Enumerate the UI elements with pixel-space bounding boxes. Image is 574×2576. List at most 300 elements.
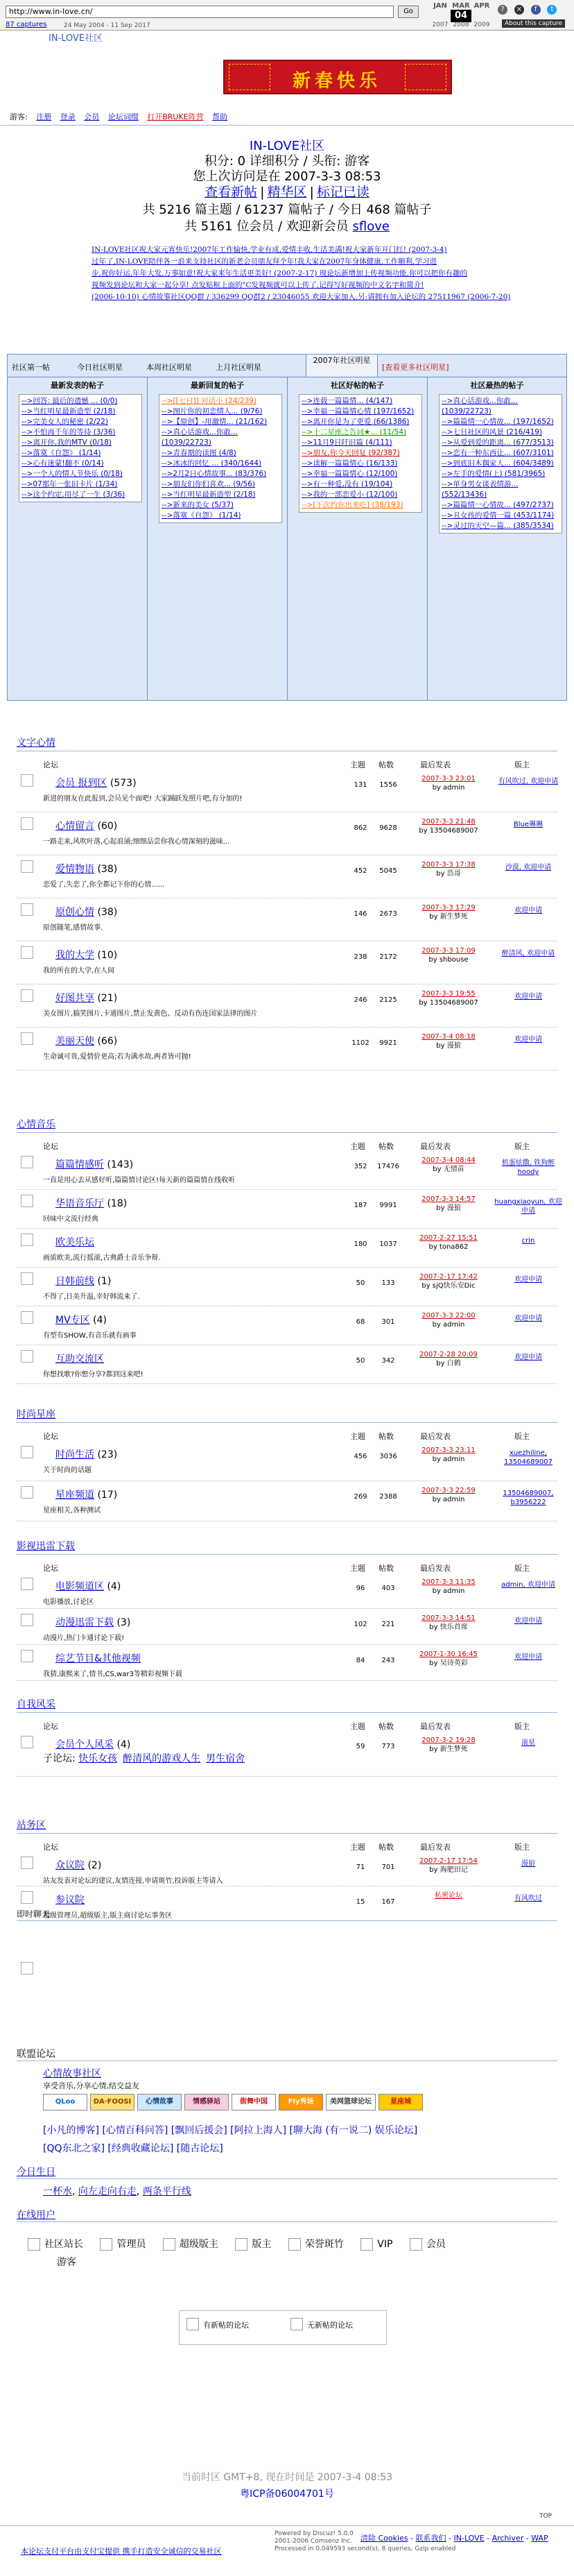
last-post-time[interactable]: 2007-3-3 23:11	[421, 1447, 476, 1454]
last-post-time[interactable]: 2007-3-4 08:18	[421, 1033, 476, 1041]
post-list	[439, 394, 562, 534]
last-post-author[interactable]: by 快乐首席	[429, 1623, 468, 1631]
topic-count: 50	[356, 1357, 365, 1365]
wayback-toolbar	[0, 0, 574, 31]
forum-description: 原创随笔,感情故事.	[43, 924, 103, 932]
partner-logo[interactable]: Fly秀场	[279, 2094, 323, 2110]
last-post-time[interactable]: 2007-1-30 16:45	[419, 1650, 478, 1658]
moderators[interactable]: 机蛋炫撒, 铁狗醉 hoody	[501, 1159, 555, 1176]
moderators[interactable]: xuezhiline, 13504689007	[504, 1449, 553, 1466]
divider	[17, 1422, 557, 1423]
last-post-time[interactable]: 2007-3-3 21:48	[421, 818, 476, 826]
wayback-go-button[interactable]: Go	[398, 6, 419, 18]
role-label: 版主	[252, 2239, 272, 2250]
last-post-time[interactable]: 2007-3-3 23:01	[421, 775, 476, 783]
contact-link[interactable]: 联系我们	[415, 2534, 446, 2543]
partner-logo[interactable]: QLoo	[43, 2094, 87, 2110]
moderators[interactable]: 欢迎申请	[514, 1315, 542, 1322]
column-header: 论坛	[43, 1432, 58, 1441]
birthday-user[interactable]: 一杯水	[43, 2186, 72, 2197]
site-logo[interactable]: IN-LOVE社区	[49, 33, 103, 44]
latest-posts-column	[8, 377, 148, 701]
last-post-time[interactable]: 2007-3-2 19:28	[421, 1737, 476, 1744]
post-link[interactable]: -->我的一部恋爱小 (12/100)	[302, 491, 398, 499]
nav-help[interactable]: 帮助	[212, 112, 228, 121]
about-capture-button[interactable]: About this capture	[502, 19, 565, 28]
help-icon[interactable]: ?	[498, 5, 507, 15]
announcement-line[interactable]: (2006-10-10) 心情故事社区QQ群 / 336299 QQ群2 / 23046055 欢迎大家加入,另:请拥有加入论坛的 27511967 (2006-7-20)	[92, 293, 511, 301]
post-link[interactable]: -->这个约定,用尽了一生 (3/36)	[21, 491, 125, 499]
moderators[interactable]: 醉清风, 欢迎申请	[501, 950, 555, 957]
last-post-time[interactable]: 2007-3-4 08:44	[421, 1157, 476, 1164]
last-post-author[interactable]: by admin	[432, 1321, 465, 1329]
mark-read-link[interactable]: 标记已读	[316, 185, 369, 200]
forum-group-title[interactable]: 心情音乐	[17, 1119, 55, 1130]
column-title: 最新回复的帖子	[191, 381, 244, 390]
more-stars-link[interactable]: [查看更多社区明星]	[382, 363, 449, 372]
forum-link[interactable]: 我的大学	[55, 950, 94, 961]
forum-status-icon	[21, 1891, 33, 1904]
forum-link[interactable]: 好图共享	[55, 993, 94, 1004]
last-post	[410, 1272, 487, 1290]
post-link[interactable]: -->恋有一种东西让... (607/3101)	[442, 449, 554, 457]
last-post-time[interactable]: 2007-2-17 17:42	[419, 1273, 478, 1281]
row-divider	[17, 1228, 557, 1229]
moderators[interactable]: crin	[521, 1237, 535, 1245]
partner-logo[interactable]: 心情故事	[137, 2094, 182, 2110]
post-link[interactable]: -->07那年一张旧卡片 (1/34)	[21, 480, 118, 488]
year-next[interactable]: 2009	[473, 22, 490, 28]
forum-group-title[interactable]: 自我风采	[17, 1699, 55, 1710]
member-icon	[410, 2238, 422, 2251]
facebook-icon[interactable]: f	[531, 5, 541, 15]
last-post-time[interactable]: 2007-3-3 11:35	[421, 1578, 476, 1586]
role-label: 荣誉斑竹	[304, 2239, 344, 2250]
nav-register[interactable]: 注册	[36, 112, 52, 121]
divider	[17, 2221, 557, 2222]
last-post-author[interactable]: by sjQ快乐安Dic	[421, 1282, 476, 1290]
forum-name-cell	[55, 776, 137, 790]
forum-link[interactable]: 爱情物语	[55, 864, 94, 875]
year-prev[interactable]: 2007	[432, 22, 449, 28]
new-member-link[interactable]: sflove	[352, 219, 390, 234]
forum-link[interactable]: 华语音乐厅	[55, 1198, 104, 1209]
alipay-note[interactable]: 本论坛支付平台由支付宝提供 携手打造安全诚信的交易社区	[21, 2547, 222, 2556]
good-posts-column	[288, 377, 428, 701]
post-link[interactable]: -->有一种爱,没有 (19/104)	[302, 480, 393, 488]
last-post-time[interactable]: 2007-3-3 17:29	[421, 904, 476, 912]
last-post-author[interactable]: by 漫狼	[436, 1204, 461, 1212]
post-link[interactable]: -->青春期的读图 (4/8)	[162, 449, 236, 457]
forum-status-icon	[21, 1736, 33, 1748]
column-header: 版主	[514, 1142, 530, 1151]
last-post-time[interactable]: 2007-3-3 22:59	[421, 1487, 476, 1494]
alliance-forum-link[interactable]: 心情故事社区	[43, 2068, 101, 2079]
post-link[interactable]: -->落寞《自怨》 (1/14)	[162, 511, 241, 520]
nav-forum-tags[interactable]: 论坛词缀	[107, 112, 139, 121]
forum-link[interactable]: 会员 报到区	[55, 778, 107, 789]
tab-year-star[interactable]: 2007年社区明星	[306, 355, 378, 377]
alliance-links	[43, 2122, 417, 2158]
forum-link[interactable]: MV专区	[55, 1315, 90, 1326]
moderators[interactable]: 欢迎申请	[514, 1617, 542, 1625]
topic-count: 180	[354, 1240, 367, 1248]
alliance-title: 联盟论坛	[17, 2049, 55, 2060]
forum-name-cell	[55, 1651, 141, 1665]
last-post-time[interactable]: 2007-2-28 20:09	[419, 1351, 478, 1358]
post-count: 2388	[379, 1493, 397, 1501]
forum-name-cell	[55, 1737, 130, 1751]
manager-icon	[100, 2238, 112, 2251]
tab-week-star[interactable]: 本周社区明星	[146, 363, 192, 372]
vip-icon	[360, 2238, 373, 2251]
partner-logo[interactable]: 情感驿站	[184, 2094, 229, 2110]
twitter-icon[interactable]: t	[547, 5, 557, 15]
forum-name-cell	[55, 991, 117, 1005]
forum-status-icon	[21, 1578, 33, 1590]
last-post-author[interactable]: by admin	[432, 784, 465, 792]
row-divider	[17, 1189, 557, 1190]
forum-description: 电影播放,讨论区	[43, 1598, 94, 1606]
wap-link[interactable]: WAP	[531, 2534, 548, 2543]
role-label: 超级版主	[179, 2239, 218, 2250]
moderators[interactable]: 滚星	[521, 1739, 535, 1747]
last-post-author[interactable]: by 白鹤	[436, 1360, 461, 1367]
moderators[interactable]: Blue琳琳	[513, 821, 543, 828]
nav-login[interactable]: 登录	[60, 112, 76, 121]
today-count: (4)	[116, 1739, 131, 1750]
last-post-time[interactable]: 2007-3-3 14:57	[421, 1195, 476, 1203]
last-post-author[interactable]: by 浩哥	[436, 870, 461, 878]
partner-logo[interactable]: 星座城	[379, 2094, 423, 2110]
post-link[interactable]: -->十二星座之告词★... (11/54)	[302, 428, 407, 436]
topic-count: 68	[356, 1318, 365, 1326]
moderators[interactable]: 欢迎申请	[514, 1653, 542, 1661]
moderators[interactable]: 漫狼	[521, 1860, 535, 1868]
post-link[interactable]: -->一个人的情人节快乐 (0/18)	[21, 470, 123, 478]
forum-link[interactable]: 互助交流区	[55, 1354, 104, 1365]
new-year-banner	[223, 60, 452, 94]
tab-today-star[interactable]: 今日社区明星	[77, 363, 123, 372]
online-title: 在线用户	[17, 2210, 55, 2221]
tab-first-post[interactable]: 社区第一帖	[12, 363, 50, 372]
forum-description: 星座相关,各种测试	[43, 1507, 101, 1515]
partner-logo[interactable]: DA·FOOSI	[90, 2094, 134, 2110]
post-link[interactable]: -->朋友,你今天回复 (92/387)	[302, 449, 400, 457]
moderators[interactable]: admin, 欢迎申请	[501, 1581, 555, 1589]
clear-cookies-link[interactable]: 清除 Cookies	[360, 2534, 408, 2543]
topic-count: 146	[354, 910, 367, 918]
post-link[interactable]: -->11月9日阡旧篇 (4/111)	[302, 438, 392, 447]
topic-count: 187	[354, 1202, 367, 1209]
announcement-line[interactable]: 步,祝你好运,年年大发,万事如意!祝大家来年生活更美好! (2007-2-17) 现论坛新增加上传视频功能,你可以把你有趣的	[92, 269, 468, 278]
last-post	[410, 860, 487, 878]
forum-description: 画质欧美,流行摇滚,古典爵士音乐争辩.	[43, 1254, 161, 1262]
subforum-link[interactable]: 快乐女孩	[78, 1753, 118, 1764]
moderators[interactable]: 欢迎申请	[514, 993, 542, 1000]
post-link[interactable]: -->真心话游戏...你敢... (1039/22723)	[442, 397, 518, 416]
post-count: 9991	[379, 1202, 397, 1209]
today-count: (3)	[116, 1617, 131, 1628]
post-link[interactable]: -->幸福一篇篇情心情 (197/1652)	[302, 407, 415, 416]
digest-link[interactable]: 精华区	[267, 185, 307, 200]
archiver-link[interactable]: Archiver	[492, 2534, 524, 2543]
last-post-author[interactable]: by shbouse	[428, 956, 469, 964]
moderators[interactable]: 欢迎申请	[514, 907, 542, 914]
forum-name-cell	[55, 1487, 117, 1501]
forum-link[interactable]: 动漫迅雷下载	[55, 1617, 114, 1628]
last-post-time[interactable]: 2007-2-27 15:51	[419, 1234, 478, 1242]
post-link[interactable]: -->当红明星最新造型 (2/18)	[162, 491, 256, 499]
column-header: 最后发表	[420, 1432, 451, 1441]
nav-members[interactable]: 会员	[84, 112, 100, 121]
mod-icon	[235, 2238, 247, 2251]
last-post-author[interactable]: by 无情苗	[433, 1166, 464, 1173]
footer-icp-link[interactable]: 粤ICP备06004701号	[240, 2489, 334, 2500]
post-list	[299, 394, 422, 513]
forum-name-cell	[55, 1274, 111, 1288]
forum-group-title[interactable]: 时尚星座	[17, 1409, 55, 1420]
subforum-link[interactable]: 醉清风的游戏人生	[123, 1753, 201, 1764]
moderators[interactable]: 欢迎申请	[514, 1036, 542, 1043]
column-header: 论坛	[43, 1564, 58, 1573]
row-divider	[17, 1070, 557, 1071]
view-new-posts-link[interactable]: 查看新帖	[205, 185, 258, 200]
moderators[interactable]: 沙漠, 欢迎申请	[505, 864, 552, 871]
alliance-link-row[interactable]: [QQ东北之家] [经典收藏论坛] [随古论坛]	[43, 2143, 223, 2154]
row-divider	[17, 1776, 557, 1777]
forum-link[interactable]: 篇篇情感听	[55, 1159, 104, 1170]
today-count: (38)	[97, 864, 118, 875]
forum-status-icon	[21, 1272, 33, 1285]
post-link[interactable]: -->落寞《自怨》 (1/14)	[21, 449, 101, 457]
forum-description: 新进的朋友在此报到,会员见个面吧! 大家踊跃发照片吧,有分加的!	[43, 795, 243, 803]
column-header: 最后发表	[420, 1843, 451, 1852]
column-header: 帖数	[379, 1843, 394, 1852]
wayback-captures-link[interactable]: 87 captures	[6, 21, 47, 28]
sep: |	[309, 185, 314, 200]
topic-count: 71	[356, 1863, 365, 1871]
last-post-author[interactable]: by 漫狼	[436, 1042, 461, 1050]
announcement-line[interactable]: IN-LOVE社区祝大家元宵快乐!2007年工作愉快,学业有成,爱情丰收,生活美满!祝大家新年开门红! (2007-3-4)	[92, 246, 447, 254]
topic-count: 131	[354, 781, 367, 789]
post-link[interactable]: -->新来的美女 (5/37)	[162, 501, 234, 509]
topic-count: 246	[354, 996, 367, 1004]
last-post-time[interactable]: 私密论坛	[435, 1892, 462, 1900]
moderators[interactable]: 有风吹过	[514, 1895, 542, 1902]
moderators[interactable]: huangxiaoyun, 欢迎申请	[494, 1198, 562, 1215]
today-count: (38)	[97, 907, 118, 918]
last-post-time[interactable]: 2007-3-3 17:38	[421, 861, 476, 869]
forum-link[interactable]: 众议院	[55, 1860, 85, 1871]
forum-link[interactable]: 时尚生活	[55, 1449, 94, 1460]
post-link[interactable]: -->离开你是为了更爱 (66/1386)	[302, 418, 410, 426]
forum-link[interactable]: 电影频道区	[55, 1581, 104, 1592]
last-post-time[interactable]: 2007-3-3 22:00	[421, 1312, 476, 1320]
partner-logo[interactable]: 街舞中国	[232, 2094, 276, 2110]
forum-name-cell	[55, 1235, 94, 1249]
forum-name-cell	[55, 862, 117, 876]
forum-status-icon	[21, 1156, 33, 1168]
birthday-user[interactable]: 两条平行线	[142, 2186, 191, 2197]
wayback-url-input[interactable]: http://www.in-love.cn/	[6, 6, 394, 18]
column-header: 帖数	[379, 1564, 394, 1573]
post-link[interactable]: -->心有迷蒙!翻不 (0/14)	[21, 459, 104, 468]
post-link[interactable]: -->离开你,我的MTV (0/18)	[21, 438, 112, 447]
forum-name-cell	[55, 1893, 85, 1907]
post-link[interactable]: -->篇篇情一心情故... (197/1652)	[442, 418, 554, 426]
site-link[interactable]: IN-LOVE	[453, 2534, 485, 2543]
column-header: 主题	[350, 1564, 365, 1573]
post-count: 9921	[379, 1039, 397, 1047]
topic-count: 102	[354, 1621, 367, 1628]
post-link[interactable]: -->篇篇情一心情故... (497/2737)	[442, 501, 554, 509]
last-post-author[interactable]: by 13504689007	[419, 827, 478, 835]
forum-link[interactable]: 日韩前线	[55, 1276, 94, 1287]
forum-group-title[interactable]: 站务区	[17, 1820, 46, 1831]
processed-info: Processed in 0.049593 second(s), 8 queries, Gzip enabled	[275, 2545, 456, 2552]
month-next[interactable]: APR	[473, 2, 490, 10]
last-post	[410, 817, 487, 835]
announcement-line[interactable]: 视频发到论坛和大家一起分享! 点发贴框上面的"C发视频就可以上传了,记得写好视频的中文名字和简介!	[92, 281, 424, 289]
alliance-link-row[interactable]: [小凡的博客] [心情百科问答] [飘回后援会] [阿拉上海人] [聊大海 (有一说二) 娱乐论坛]	[43, 2125, 418, 2136]
today-count: (60)	[97, 821, 118, 832]
tab-month-star[interactable]: 上月社区明星	[216, 363, 261, 372]
last-post-author[interactable]: by 新生梦死	[429, 913, 468, 921]
post-link[interactable]: -->从爱到爱的距离... (677/3513)	[442, 438, 554, 447]
role-label: VIP	[377, 2239, 393, 2250]
column-header: 论坛	[43, 1142, 58, 1151]
column-header: 论坛	[43, 1843, 58, 1852]
post-link[interactable]: -->2月2日心情故事... (83/376)	[162, 470, 267, 478]
post-link[interactable]: -->真心话游戏...你敢... (1039/22723)	[162, 428, 238, 447]
post-link[interactable]: -->[下次约你出来吃] (38/193)	[302, 501, 403, 509]
post-link[interactable]: -->连载一篇篇情... (4/147)	[302, 397, 393, 405]
post-link[interactable]: -->完美女人的秘密 (2/22)	[21, 418, 108, 426]
today-count: (10)	[97, 950, 118, 961]
chat-icon[interactable]	[21, 1962, 33, 1974]
last-post	[410, 1857, 487, 1875]
post-count: 3036	[379, 1453, 397, 1460]
subforum-link[interactable]: 男生宿舍	[206, 1753, 245, 1764]
column-header: 最后发表	[420, 1722, 451, 1731]
last-post-time[interactable]: 2007-3-3 14:51	[421, 1614, 476, 1622]
post-link[interactable]: -->单身男女谈表情游... (552/13436)	[442, 480, 519, 499]
forum-description: 我的所在的大学,在人间	[43, 967, 115, 975]
admin-icon	[28, 2238, 40, 2251]
post-count: 773	[381, 1743, 395, 1750]
today-count: (143)	[107, 1159, 134, 1170]
forum-link[interactable]: 综艺节目&其他视频	[55, 1653, 141, 1664]
topic-count: 84	[356, 1657, 365, 1664]
nav-bruke-camp[interactable]: 打开BRUKE阵营	[147, 112, 204, 121]
last-post-author[interactable]: by 海肥田记	[429, 1866, 468, 1874]
last-post-author[interactable]: by admin	[432, 1496, 465, 1503]
last-post-author[interactable]: by tona862	[428, 1243, 469, 1251]
last-post-time[interactable]: 2007-2-17 17:54	[419, 1857, 478, 1865]
post-link[interactable]: -->图片你的初恋情人... (9/76)	[162, 407, 263, 416]
post-link[interactable]: -->读解一篇篇情心 (16/133)	[302, 459, 398, 468]
post-link[interactable]: -->[[七日]] 对话小 (24/239)	[162, 397, 257, 405]
post-link[interactable]: -->七日社区的风景 (216/419)	[442, 428, 543, 436]
last-post	[410, 1486, 487, 1504]
close-icon[interactable]: ×	[514, 5, 524, 15]
last-post	[410, 1032, 487, 1050]
forum-link[interactable]: 欧美乐坛	[55, 1237, 94, 1248]
row-divider	[17, 1680, 557, 1681]
post-link[interactable]: -->不怕再千年的等待 (3/36)	[21, 428, 116, 436]
last-post-author[interactable]: by admin	[432, 1587, 465, 1595]
month-prev[interactable]: JAN	[433, 2, 447, 10]
year-current: 2008	[453, 22, 469, 28]
last-post	[410, 1311, 487, 1329]
forum-description: 超级管理员,超级版主,版主商讨论坛事务区	[43, 1912, 173, 1920]
forum-status-icon	[21, 1614, 33, 1626]
no-new-posts-icon	[290, 2318, 303, 2330]
last-post-time[interactable]: 2007-3-3 17:09	[421, 947, 476, 955]
last-post-author[interactable]: by 新生梦死	[429, 1746, 468, 1753]
last-post-author[interactable]: by admin	[432, 1456, 465, 1463]
last-post	[410, 1650, 487, 1668]
post-link[interactable]: -->丑女孩的爱情一篇 (453/1174)	[442, 511, 555, 520]
forum-link[interactable]: 心情留言	[55, 821, 94, 832]
post-count: 342	[381, 1357, 395, 1365]
super-mod-icon	[163, 2238, 175, 2251]
forum-group-title[interactable]: 文字心情	[17, 737, 55, 749]
post-count: 2172	[379, 953, 397, 961]
topic-count: 1102	[351, 1039, 369, 1047]
forum-link[interactable]: 美丽天使	[55, 1036, 94, 1047]
forum-link[interactable]: 参议院	[55, 1895, 85, 1906]
last-post-author[interactable]: by 吴诗英彩	[429, 1660, 468, 1667]
post-link[interactable]: -->灵过的天空—篇... (385/3534)	[442, 522, 554, 530]
stats-header	[8, 355, 566, 377]
post-link[interactable]: -->冰冰的回忆 ... (340/1644)	[162, 459, 262, 468]
topic-count: 50	[356, 1279, 365, 1287]
post-link[interactable]: -->幸福一篇篇情心 (12/100)	[302, 470, 398, 478]
announcement-line[interactable]: 过年了,IN-LOVE陪伴各一浪来支持社区的新老会员朋友拜个年!我大家在2007年身体健康,工作顺利,学习进	[92, 257, 437, 266]
members-count: 共 5161 位会员 / 欢迎新会员	[184, 219, 349, 234]
last-post-time[interactable]: 2007-3-3 19:55	[421, 990, 476, 998]
last-post-author[interactable]: by 13504689007	[419, 999, 478, 1007]
forum-link[interactable]: 会员个人风采	[55, 1739, 114, 1750]
post-link[interactable]: -->左手的爱情(上) (581/3965)	[442, 470, 546, 478]
forum-group-title[interactable]: 影视迅雷下载	[17, 1541, 75, 1552]
forum-status-icon	[21, 1857, 33, 1869]
forum-link[interactable]: 星座频道	[55, 1490, 94, 1501]
post-link[interactable]: -->【原创】-用激情... (21/162)	[162, 418, 268, 426]
moderators[interactable]: 欢迎申请	[514, 1354, 542, 1361]
forum-icon-legend	[179, 2310, 387, 2345]
row-divider	[17, 1267, 557, 1268]
forum-description: 美女图片,搞笑图片,卡通图片,禁止发黄色、反动有伤连国家法律的图片	[43, 1010, 258, 1018]
forum-link[interactable]: 原创心情	[55, 907, 94, 918]
moderators[interactable]: 欢迎申请	[514, 1276, 542, 1283]
column-title: 最新发表的帖子	[51, 381, 104, 390]
birthday-user[interactable]: 向左走向右走	[78, 2186, 137, 2197]
partner-logo[interactable]: 美网篮球论坛	[326, 2094, 376, 2110]
post-link[interactable]: -->当红明星最新造型 (2/18)	[21, 407, 116, 416]
post-link[interactable]: -->朋友们你们喜欢... (9/56)	[162, 480, 255, 488]
birthday-list: 一杯水, 向左走向右走, 两条平行线	[43, 2186, 191, 2197]
back-to-top[interactable]: TOP	[539, 2513, 553, 2520]
moderators[interactable]: 有风吹过, 欢迎申请	[498, 778, 559, 785]
post-link[interactable]: -->回答: 最后的遗憾 ... (0/0)	[21, 397, 118, 405]
post-link[interactable]: -->到底旧木偶家人... (604/3489)	[442, 459, 554, 468]
divider	[17, 1132, 557, 1133]
footer-bar	[0, 2525, 574, 2556]
moderators[interactable]: 13504689007, b3956222	[503, 1490, 554, 1506]
